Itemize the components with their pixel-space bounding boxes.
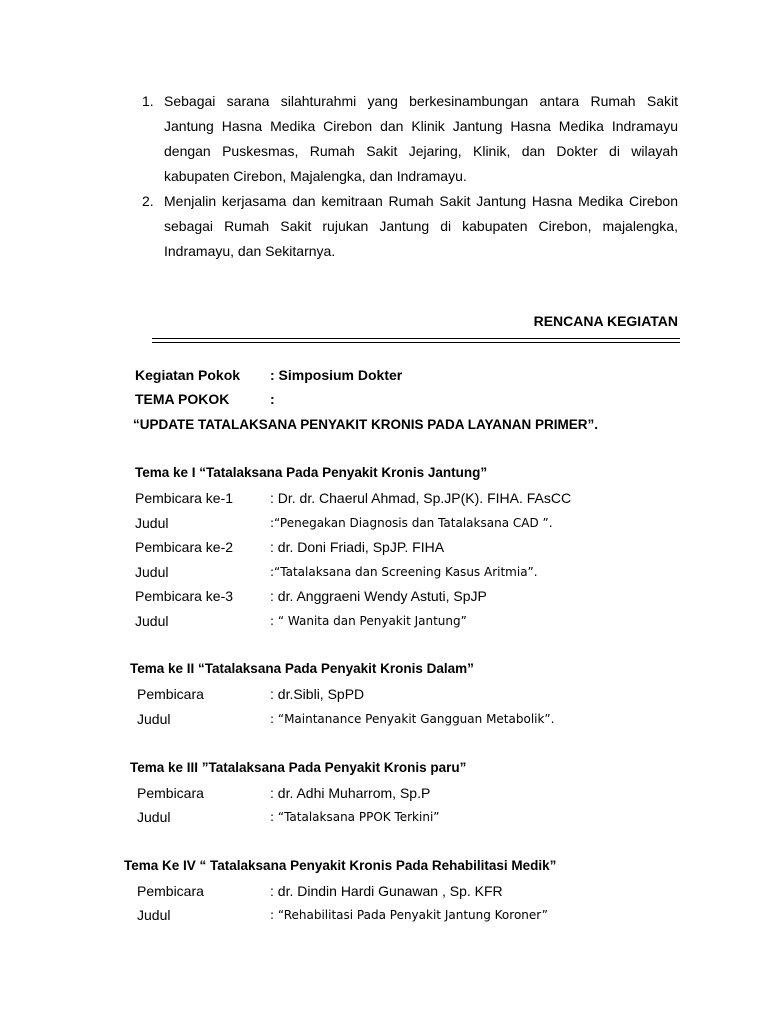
- row-label: Pembicara: [137, 785, 204, 801]
- tema-pokok-text: “UPDATE TATALAKSANA PENYAKIT KRONIS PADA LAYANAN PRIMER”.: [133, 417, 599, 432]
- row-value: : “Maintanance Penyakit Gangguan Metabolik”.: [270, 712, 555, 726]
- row-label: Pembicara ke-3: [135, 588, 234, 604]
- list-item: [142, 189, 678, 264]
- list-number: 2.: [142, 193, 154, 209]
- row-label: Judul: [135, 515, 169, 531]
- list-number: 1.: [142, 93, 154, 109]
- tema1-heading: Tema ke I “Tatalaksana Pada Penyakit Kronis Jantung”: [135, 465, 488, 480]
- row-value: : dr. Adhi Muharrom, Sp.P: [270, 785, 431, 801]
- row-label: Judul: [137, 907, 171, 923]
- row-value: : Dr. dr. Chaerul Ahmad, Sp.JP(K). FIHA. FAsCC: [270, 490, 572, 506]
- row-value: : dr. Anggraeni Wendy Astuti, SpJP: [270, 588, 487, 604]
- section-title: RENCANA KEGIATAN: [533, 313, 678, 329]
- tema2-heading: Tema ke II “Tatalaksana Pada Penyakit Kronis Dalam”: [130, 661, 474, 676]
- row-value: : dr. Doni Friadi, SpJP. FIHA: [270, 539, 445, 555]
- row-label: Judul: [135, 564, 169, 580]
- row-label: Pembicara: [137, 686, 204, 702]
- row-label: Judul: [137, 711, 171, 727]
- tema4-heading: Tema Ke IV “ Tatalaksana Penyakit Kronis Pada Rehabilitasi Medik”: [124, 858, 557, 873]
- row-label: Judul: [137, 809, 171, 825]
- row-label: Kegiatan Pokok: [135, 367, 241, 383]
- row-value: : “Tatalaksana PPOK Terkini”: [270, 810, 440, 824]
- row-value: : “ Wanita dan Penyakit Jantung”: [270, 614, 467, 628]
- row-value: :“Tatalaksana dan Screening Kasus Aritmia”.: [270, 565, 538, 579]
- row-label: Pembicara: [137, 883, 204, 899]
- list-text: Menjalin kerjasama dan kemitraan Rumah Sakit Jantung Hasna Medika Cirebon sebagai Rumah Sakit rujukan Jantung di kabupaten Cirebon, majalengka, Indramayu, dan Sekitarnya.: [164, 193, 678, 259]
- row-value: : dr.Sibli, SpPD: [270, 686, 365, 702]
- row-value: : dr. Dindin Hardi Gunawan , Sp. KFR: [270, 883, 503, 899]
- double-divider: [152, 338, 680, 343]
- objectives-list: [142, 89, 678, 264]
- row-label: Judul: [135, 613, 169, 629]
- row-value: :: [270, 391, 275, 407]
- row-label: Pembicara ke-2: [135, 539, 234, 555]
- row-value: : Simposium Dokter: [270, 367, 403, 383]
- list-item: [142, 89, 678, 189]
- row-value: : “Rehabilitasi Pada Penyakit Jantung Koroner”: [270, 908, 548, 922]
- row-label: Pembicara ke-1: [135, 490, 234, 506]
- row-value: :“Penegakan Diagnosis dan Tatalaksana CAD ”.: [270, 516, 553, 530]
- list-text: Sebagai sarana silahturahmi yang berkesinambungan antara Rumah Sakit Jantung Hasna Medika Cirebon dan Klinik Jantung Hasna Medika Indramayu dengan Puskesmas, Rumah Sakit Jejaring, Klinik, dan Dokter di wilayah kabupaten Cirebon, Majalengka, dan Indramayu.: [164, 93, 678, 184]
- row-label: TEMA POKOK: [135, 391, 230, 407]
- tema3-heading: Tema ke III ”Tatalaksana Pada Penyakit Kronis paru”: [130, 760, 467, 775]
